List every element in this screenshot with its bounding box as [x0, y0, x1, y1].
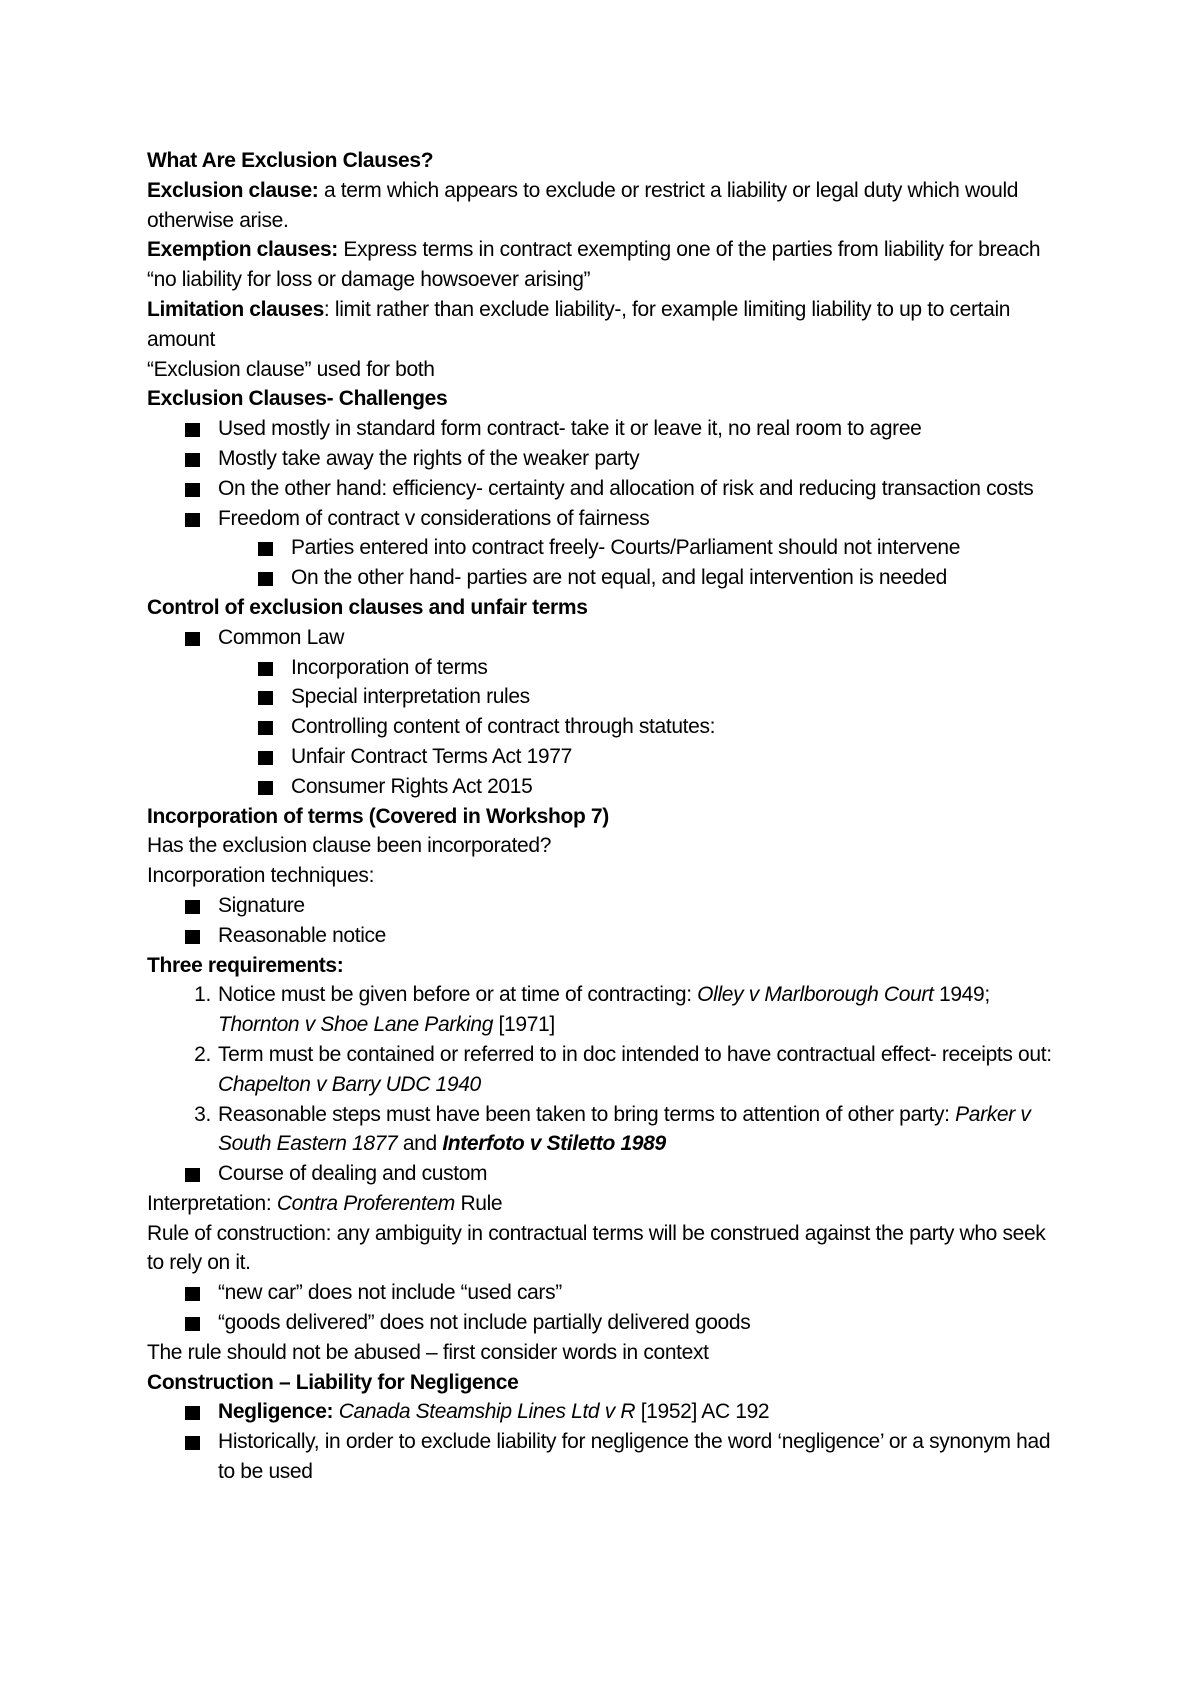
square-bullet-icon	[258, 533, 291, 563]
square-bullet-icon	[258, 563, 291, 593]
definition-label: Exclusion clause:	[147, 178, 319, 202]
list-item: “new car” does not include “used cars”	[147, 1278, 1067, 1308]
case-citation: Interfoto v Stiletto 1989	[442, 1132, 666, 1156]
square-bullet-icon	[185, 1397, 218, 1427]
square-bullet-icon	[258, 712, 291, 742]
case-citation: Chapelton v Barry UDC 1940	[218, 1072, 481, 1096]
list-item: Common Law	[147, 623, 1067, 653]
interpretation-line: Interpretation: Contra Proferentem Rule	[147, 1191, 503, 1215]
definition-label: Limitation clauses	[147, 297, 324, 321]
list-item: Controlling content of contract through statutes:	[147, 712, 1067, 742]
rule-of-construction: Rule of construction: any ambiguity in contractual terms will be construed against the party who seek to rely on it.	[147, 1221, 1046, 1275]
list-item: Course of dealing and custom	[147, 1159, 1067, 1189]
item-number: 1.	[194, 983, 211, 1007]
list-item: Special interpretation rules	[147, 682, 1067, 712]
challenges-heading: Exclusion Clauses- Challenges	[147, 387, 448, 411]
list-item: Reasonable notice	[147, 921, 1067, 951]
definition-text: a term which appears to exclude or restrict a liability or legal duty which would otherwise arise.	[147, 178, 1019, 232]
list-item: Historically, in order to exclude liability for negligence the word ‘negligence’ or a synonym had to be used	[147, 1427, 1067, 1487]
not-abused-note: The rule should not be abused – first consider words in context	[147, 1340, 709, 1364]
list-item: On the other hand: efficiency- certainty and allocation of risk and reducing transaction costs	[147, 474, 1067, 504]
numbered-item: 3. Reasonable steps must have been taken to bring terms to attention of other party: Parker v South Eastern 1877 and Interfoto v Stiletto 1989	[147, 1100, 1067, 1160]
square-bullet-icon	[185, 1308, 218, 1338]
square-bullet-icon	[258, 653, 291, 683]
square-bullet-icon	[185, 504, 218, 534]
page-title: What Are Exclusion Clauses?	[147, 149, 434, 172]
square-bullet-icon	[185, 1159, 218, 1189]
definition-exemption	[147, 235, 1067, 295]
document-body	[147, 146, 1067, 1487]
numbered-item: 2. Term must be contained or referred to in doc intended to have contractual effect- receipts out: Chapelton v Barry UDC 1940	[147, 1040, 1067, 1100]
incorporation-question: Has the exclusion clause been incorporated?	[147, 834, 552, 858]
list-item: Freedom of contract v considerations of fairness	[147, 504, 1067, 534]
list-item: Unfair Contract Terms Act 1977	[147, 742, 1067, 772]
square-bullet-icon	[185, 1278, 218, 1308]
requirements-heading: Three requirements:	[147, 953, 344, 977]
square-bullet-icon	[258, 742, 291, 772]
definition-label: Exemption clauses:	[147, 238, 338, 262]
square-bullet-icon	[258, 682, 291, 712]
list-item: “goods delivered” does not include partially delivered goods	[147, 1308, 1067, 1338]
square-bullet-icon	[258, 772, 291, 802]
list-item: Incorporation of terms	[147, 653, 1067, 683]
case-citation: Thornton v Shoe Lane Parking	[218, 1013, 494, 1037]
square-bullet-icon	[185, 474, 218, 504]
square-bullet-icon	[185, 891, 218, 921]
square-bullet-icon	[185, 444, 218, 474]
definition-exclusion	[147, 176, 1067, 236]
definition-text: Express terms in contract exempting one of the parties from liability for breach “no liability for loss or damage howsoever arising”	[147, 238, 1041, 292]
case-citation: Parker v South Eastern 1877	[218, 1102, 1031, 1156]
list-item: Parties entered into contract freely- Courts/Parliament should not intervene	[147, 533, 1067, 563]
list-item: Used mostly in standard form contract- take it or leave it, no real room to agree	[147, 414, 1067, 444]
list-item: Mostly take away the rights of the weaker party	[147, 444, 1067, 474]
incorporation-techniques: Incorporation techniques:	[147, 864, 375, 888]
definition-limitation	[147, 295, 1067, 355]
case-citation: Olley v Marlborough Court	[697, 983, 934, 1007]
numbered-item: 1. Notice must be given before or at time of contracting: Olley v Marlborough Court 1949; Thornton v Shoe Lane Parking [1971]	[147, 980, 1067, 1040]
square-bullet-icon	[185, 1427, 218, 1457]
construction-heading: Construction – Liability for Negligence	[147, 1370, 519, 1394]
incorporation-heading: Incorporation of terms (Covered in Workshop 7)	[147, 804, 609, 828]
list-item: Consumer Rights Act 2015	[147, 772, 1067, 802]
case-citation: Canada Steamship Lines Ltd v R	[338, 1400, 636, 1424]
list-item: On the other hand- parties are not equal, and legal intervention is needed	[147, 563, 1067, 593]
item-number: 2.	[194, 1042, 211, 1066]
definition-text: : limit rather than exclude liability-, for example limiting liability to up to certain amount	[147, 297, 1011, 351]
list-item: Signature	[147, 891, 1067, 921]
both-note: “Exclusion clause” used for both	[147, 357, 435, 381]
item-number: 3.	[194, 1102, 211, 1126]
list-item: Negligence: Canada Steamship Lines Ltd v R [1952] AC 192	[147, 1397, 1067, 1427]
square-bullet-icon	[185, 414, 218, 444]
square-bullet-icon	[185, 921, 218, 951]
square-bullet-icon	[185, 623, 218, 653]
control-heading: Control of exclusion clauses and unfair terms	[147, 595, 588, 619]
